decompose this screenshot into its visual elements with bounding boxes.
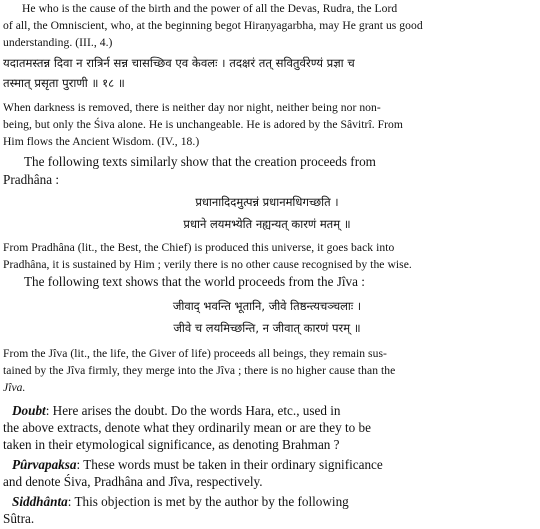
sanskrit-line: प्रधाने लयमभ्येति नह्यन्यत् कारणं मतम् ॥: [183, 217, 351, 231]
text-line: Sûtra.: [3, 511, 35, 526]
text-line: being, but only the Śiva alone. He is unchangeable. He is adored by the Sâvitrî. From: [3, 118, 403, 131]
text-line: understanding. (III., 4.): [3, 36, 113, 49]
sanskrit-line: प्रधानादिदमुत्पन्नं प्रधानमधिगच्छति ।: [195, 195, 339, 209]
text-line: the above extracts, denote what they ordinarily mean or are they to be: [3, 420, 372, 435]
text-line: The following text shows that the world proceeds from the Jîva :: [24, 274, 365, 289]
purvapaksa-line: Pûrvapaksa: These words must be taken in their ordinary significance: [12, 457, 383, 472]
sanskrit-line: यदातमस्तन्न दिवा न रात्रिर्न सन्न चासच्छिव एव केवलः । तदक्षरं तत् सवितुर्वरेण्यं प्रज्ञा च: [3, 56, 355, 70]
text-line: From Pradhâna (lit., the Best, the Chief) is produced this universe, it goes back into: [3, 241, 395, 254]
text-line: He who is the cause of the birth and the power of all the Devas, Rudra, the Lord: [22, 2, 398, 15]
text-line: Pradhâna, it is sustained by Him ; verily there is no other cause recognised by the wise.: [3, 258, 412, 271]
purvapaksa-label: Pûrvapaksa: [12, 457, 77, 472]
text-line: When darkness is removed, there is neither day nor night, neither being nor non-: [3, 101, 381, 114]
sanskrit-line: जीवे च लयमिच्छन्ति, न जीवात् कारणं परम् ॥: [173, 321, 361, 335]
text-line: tained by the Jîva firmly, they merge into the Jîva ; there is no higher cause than the: [3, 364, 396, 377]
text-line: From the Jîva (lit., the life, the Giver of life) proceeds all beings, they remain sus-: [3, 347, 387, 360]
doubt-label: Doubt: [12, 403, 46, 418]
siddhanta-line: Siddhânta: This objection is met by the author by the following: [12, 494, 349, 509]
text-line: of all, the Omniscient, who, at the beginning begot Hiraṇyagarbha, may He grant us good: [3, 19, 423, 32]
sanskrit-line: तस्मात् प्रसृता पुराणी ॥ १८ ॥: [3, 76, 125, 90]
text-line: taken in their etymological significance, as denoting Brahman ?: [3, 437, 340, 452]
text-line: Pradhâna :: [3, 172, 60, 187]
doubt-line: Doubt: Here arises the doubt. Do the words Hara, etc., used in: [12, 403, 341, 418]
sanskrit-line: जीवाद् भवन्ति भूतानि, जीवे तिष्ठन्त्यचञ्चलाः ।: [172, 299, 362, 313]
text-line: The following texts similarly show that the creation proceeds from: [24, 154, 376, 169]
text-line: and denote Śiva, Pradhâna and Jîva, respectively.: [3, 474, 263, 489]
text-line: Jîva.: [3, 381, 26, 394]
siddhanta-label: Siddhânta: [12, 494, 68, 509]
text-line: Him flows the Ancient Wisdom. (IV., 18.): [3, 135, 200, 148]
